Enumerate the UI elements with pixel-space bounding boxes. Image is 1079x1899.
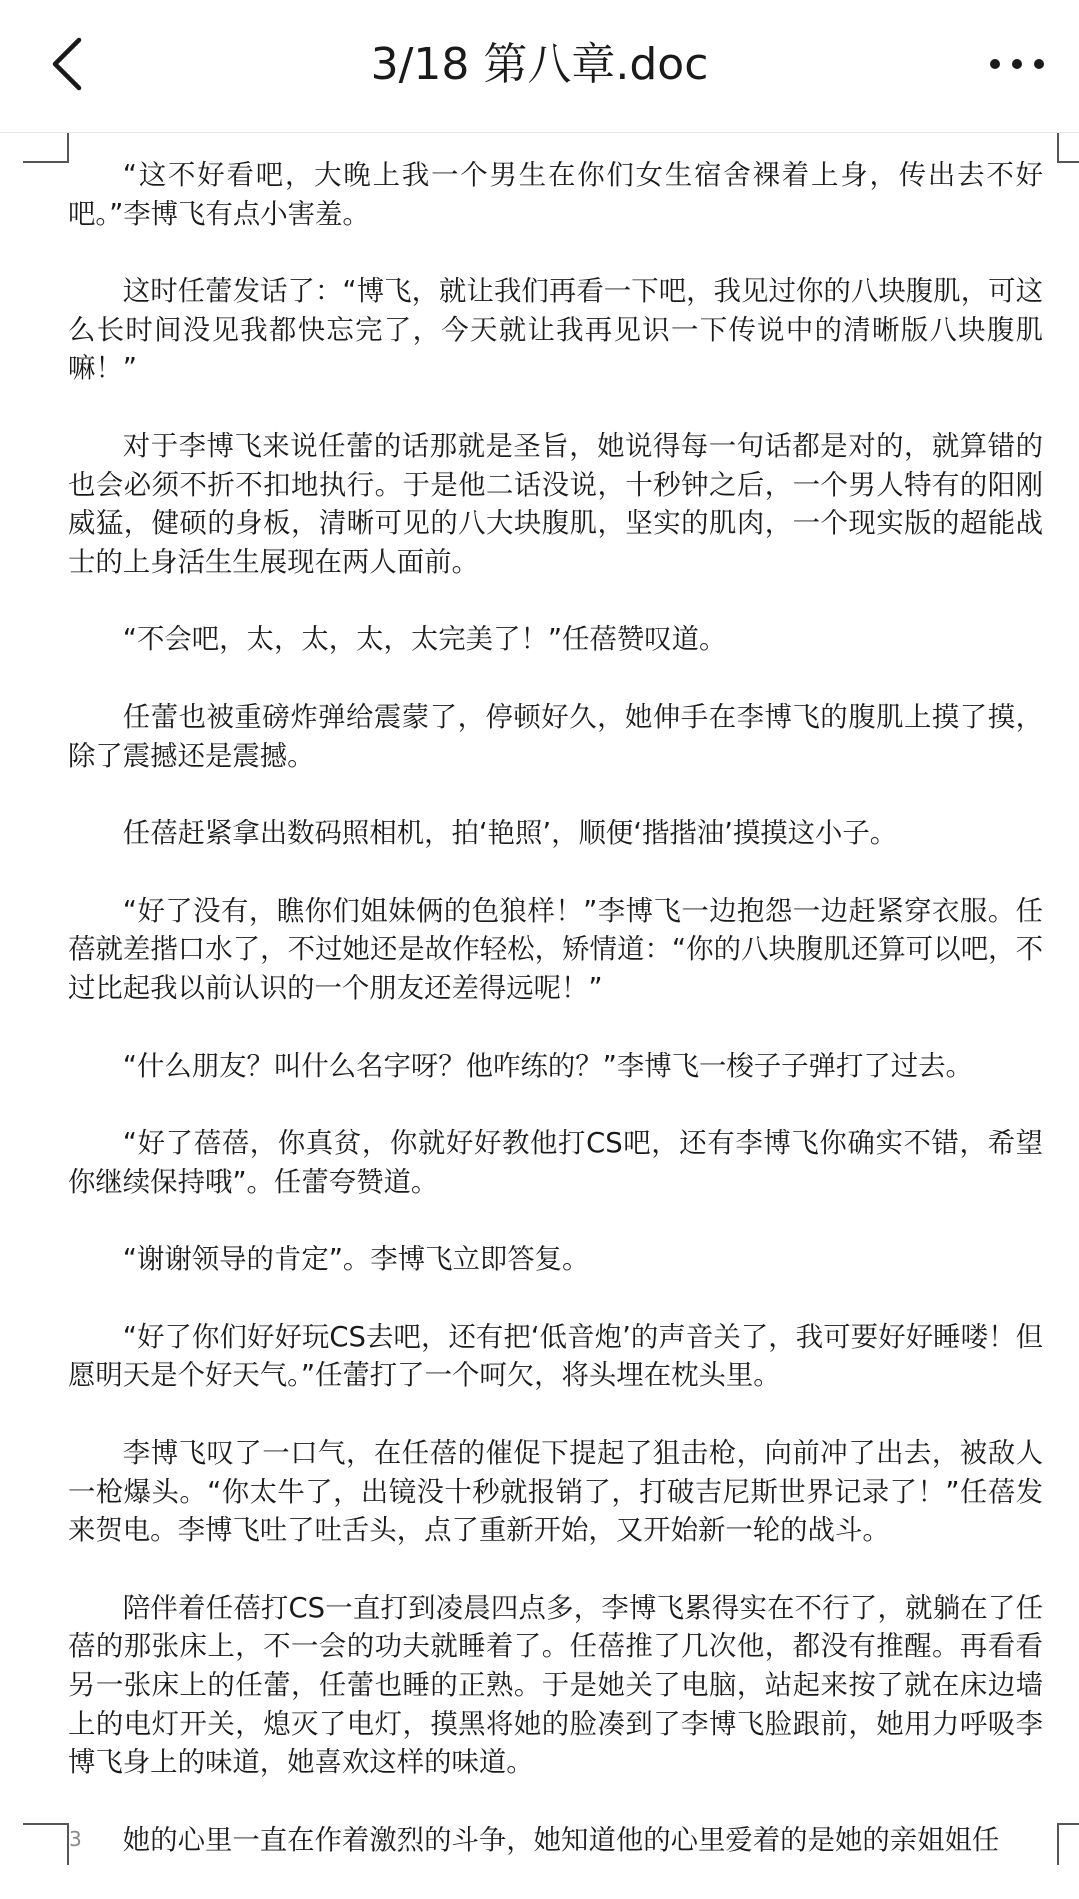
paragraph: 对于李博飞来说任蕾的话那就是圣旨，她说得每一句话都是对的，就算错的也会必须不折不扣地执行。于是他二话没说，十秒钟之后，一个男人特有的阳刚威猛，健硕的身板，清晰可见的八大块腹肌，坚实的肌肉，一个现实版的超能战士的上身活生生展现在两人面前。 xyxy=(68,430,1043,578)
paragraph: “这不好看吧，大晚上我一个男生在你们女生宿舍裸着上身，传出去不好吧。”李博飞有点小害羞。 xyxy=(68,160,1043,230)
paragraph: 陪伴着任蓓打CS一直打到凌晨四点多，李博飞累得实在不行了，就躺在了任蓓的那张床上，不一会的功夫就睡着了。任蓓推了几次他，都没有推醒。再看看另一张床上的任蕾，任蕾也睡的正熟。于是她关了电脑，站起来按了就在床边墙上的电灯开关，熄灭了电灯，摸黑将她的脸凑到了李博飞脸跟前，她用力呼吸李博飞身上的味道，她喜欢这样的味道。 xyxy=(68,1592,1043,1779)
paragraph: “不会吧，太，太，太，太完美了！”任蓓赞叹道。 xyxy=(122,624,727,656)
paragraph: “谢谢领导的肯定”。李博飞立即答复。 xyxy=(122,1244,590,1276)
page-corner-top-left xyxy=(23,133,69,163)
chevron-left-icon xyxy=(49,36,83,92)
paragraph: 这时任蕾发话了：“博飞，就让我们再看一下吧，我见过你的八块腹肌，可这么长时间没见我都快忘完了，今天就让我再见识一下传说中的清晰版八块腹肌嘛！” xyxy=(68,276,1043,385)
paragraph: 任蕾也被重磅炸弹给震蒙了，停顿好久，她伸手在李博飞的腹肌上摸了摸，除了震撼还是震撼。 xyxy=(68,701,1043,772)
paragraph: 她的心里一直在作着激烈的斗争，她知道他的心里爱着的是她的亲姐姐任 xyxy=(122,1824,1000,1856)
paragraph: “什么朋友？叫什么名字呀？他咋练的？”李博飞一梭子子弹打了过去。 xyxy=(122,1050,973,1082)
paragraph: 任蓓赶紧拿出数码照相机，拍‘艳照’，顺便‘揩揩油’摸摸这小子。 xyxy=(122,818,898,850)
document-page[interactable] xyxy=(0,133,1079,1884)
paragraph: “好了蓓蓓，你真贫，你就好好教他打CS吧，还有李博飞你确实不错，希望你继续保持哦”。任蕾夸赞道。 xyxy=(68,1128,1043,1198)
page-corner-bottom-right xyxy=(1057,1823,1079,1865)
paragraph: “好了你们好好玩CS去吧，还有把‘低音炮’的声音关了，我可要好好睡喽！但愿明天是个好天气。”任蕾打了一个呵欠，将头埋在枕头里。 xyxy=(68,1321,1043,1392)
page-corner-bottom-left xyxy=(23,1823,69,1865)
paragraph: “好了没有，瞧你们姐妹俩的色狼样！”李博飞一边抱怨一边赶紧穿衣服。任蓓就差揩口水了，不过她还是故作轻松，矫情道：“你的八块腹肌还算可以吧，不过比起我以前认识的一个朋友还差得远呢！” xyxy=(68,895,1043,1004)
page-number: 3 xyxy=(69,1827,82,1851)
document-title: 3/18 第八章.doc xyxy=(370,39,709,90)
page-corner-top-right xyxy=(1057,133,1079,163)
document-body xyxy=(68,157,1043,1899)
more-horizontal-icon xyxy=(987,57,1047,71)
paragraph: 李博飞叹了一口气，在任蓓的催促下提起了狙击枪，向前冲了出去，被敌人一枪爆头。“你太牛了，出镜没十秒就报销了，打破吉尼斯世界记录了！”任蓓发来贺电。李博飞吐了吐舌头，点了重新开始，又开始新一轮的战斗。 xyxy=(68,1438,1043,1547)
top-bar xyxy=(0,0,1079,133)
more-options-button[interactable] xyxy=(977,34,1057,94)
back-button[interactable] xyxy=(36,28,96,100)
